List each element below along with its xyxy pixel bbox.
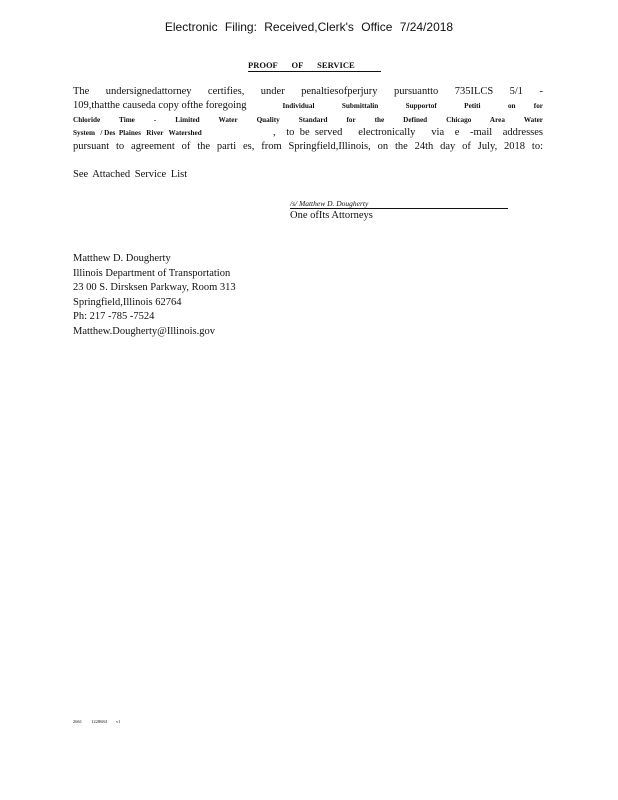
attorney-name: Matthew D. Dougherty [73, 253, 171, 264]
body-line-2-text: 109,thatthe causeda copy ofthe foregoing [73, 100, 247, 111]
see-attached-text: See Attached Service List [73, 169, 188, 180]
body-line-1: The undersignedattorney certifies, under penaltiesofperjury pursuantto 735ILCS 5/1 - [73, 86, 543, 97]
body-line-4-text: , to be served electronically via e -mail addresses [273, 127, 543, 138]
body-line-5: pursuant to agreement of the parti es, from Springfield,Illinois, on the 24th day of July, 2018 to: [73, 141, 543, 152]
attorney-email: Matthew.Dougherty@Illinois.gov [73, 325, 215, 337]
attorney-address-block [73, 252, 236, 340]
document-footer-id: 2661 1228684 v1 [73, 719, 121, 724]
signature-role: One ofIts Attorneys [290, 210, 373, 221]
attorney-street: 23 00 S. Dirsksen Parkway, Room 313 [73, 282, 236, 294]
document-name-part-3: System / Des Plaines River Watershed [73, 129, 202, 137]
body-line-4 [73, 127, 543, 138]
attorney-city: Springfield,Illinois 62764 [73, 296, 182, 308]
body-line-2 [73, 100, 543, 111]
filing-stamp-header: Electronic Filing: Received,Clerk's Office 7/24/2018 [164, 20, 454, 34]
signature-line: /s/ Matthew D. Dougherty [290, 199, 508, 209]
attorney-phone: Ph: 217 -785 -7524 [73, 311, 155, 323]
document-name-text: Individual Submittalin Supportof Petiti on for [282, 102, 543, 110]
document-name-part-2: Chloride Time - Limited Water Quality Standard for the Defined Chicago Area Water [73, 116, 543, 124]
document-name-part-1 [282, 102, 543, 110]
document-title: PROOF OF SERVICE [248, 60, 381, 72]
attorney-organization: Illinois Department of Transportation [73, 267, 231, 279]
